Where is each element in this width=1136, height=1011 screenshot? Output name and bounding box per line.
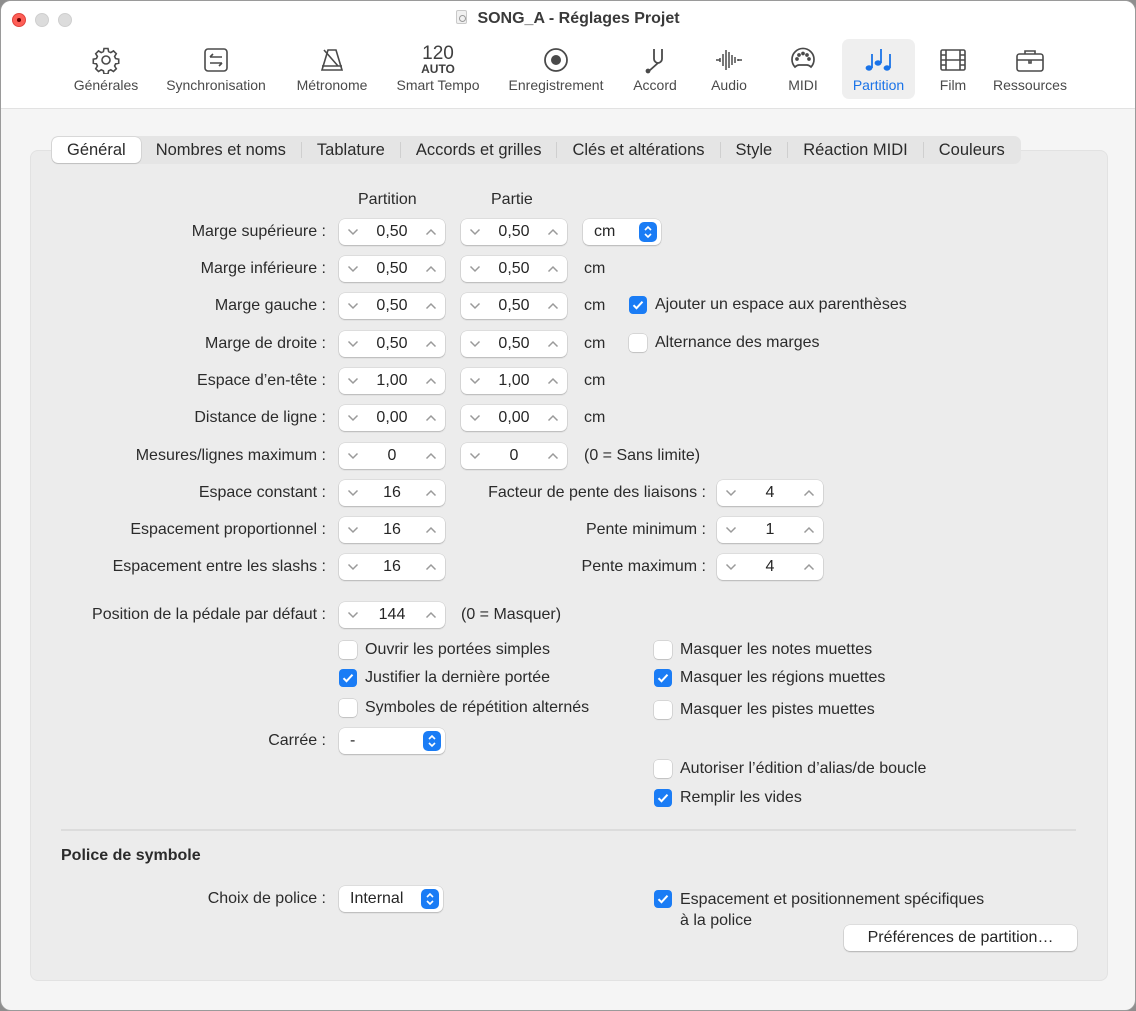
- justify-last-staff-checkbox[interactable]: [339, 669, 550, 687]
- tab-label: Accords et grilles: [415, 140, 542, 159]
- metronome-icon: [318, 45, 346, 75]
- decrement-chevron-icon[interactable]: [346, 262, 360, 276]
- toolbar-item-recording[interactable]: [499, 39, 613, 99]
- toolbar-item-tuning[interactable]: [624, 39, 686, 99]
- stepper-value[interactable]: 0,50: [376, 260, 408, 277]
- increment-chevron-icon[interactable]: [546, 337, 560, 351]
- increment-chevron-icon[interactable]: [546, 262, 560, 276]
- decrement-chevron-icon[interactable]: [724, 486, 738, 500]
- tuning-fork-icon: [641, 45, 669, 75]
- column-header-score: Partition: [358, 191, 417, 208]
- row-label-left-margin: Marge gauche :: [214, 297, 326, 314]
- column-header-part: Partie: [491, 191, 533, 208]
- tab-label: Réaction MIDI: [803, 140, 908, 159]
- right-margin-score-stepper[interactable]: [339, 331, 445, 357]
- stepper-value[interactable]: 4: [765, 484, 775, 501]
- toolbar-item-smart-tempo[interactable]: [388, 39, 488, 99]
- unit-label: cm: [584, 260, 606, 277]
- increment-chevron-icon[interactable]: [546, 225, 560, 239]
- increment-chevron-icon[interactable]: [802, 486, 816, 500]
- stepper-value[interactable]: 0,50: [498, 297, 530, 314]
- unit-label: cm: [584, 409, 606, 426]
- toolbar: [1, 1, 1135, 109]
- slur-slope-factor-stepper[interactable]: [717, 480, 823, 506]
- checkbox-label: Symboles de répétition alternés: [365, 699, 590, 716]
- max-slope-stepper[interactable]: [717, 554, 823, 580]
- stepper-value[interactable]: 0: [509, 447, 519, 464]
- fill-gaps-checkbox[interactable]: [654, 789, 802, 807]
- checkbox-label-line2: à la police: [680, 912, 753, 929]
- stepper-value[interactable]: 0,50: [498, 260, 530, 277]
- checkmark-icon[interactable]: [654, 890, 672, 908]
- font-choice-value: Internal: [350, 890, 404, 907]
- hide-muted-regions-checkbox[interactable]: [654, 669, 885, 687]
- increment-chevron-icon[interactable]: [424, 411, 438, 425]
- decrement-chevron-icon[interactable]: [724, 523, 738, 537]
- toolbar-item-film[interactable]: [926, 39, 980, 99]
- briefcase-icon: [1015, 45, 1045, 75]
- checkbox-box[interactable]: [654, 641, 672, 659]
- row-label-max-bars-per-line: Mesures/lignes maximum :: [135, 447, 326, 464]
- hide-muted-tracks-checkbox[interactable]: [654, 701, 875, 719]
- min-slope-label: Pente minimum :: [585, 521, 706, 538]
- proportional-spacing-label: Espacement proportionnel :: [130, 521, 326, 538]
- toolbar-item-sync[interactable]: [157, 39, 275, 99]
- checkbox-label: Masquer les pistes muettes: [680, 701, 875, 718]
- increment-chevron-icon[interactable]: [424, 486, 438, 500]
- row-label-line-distance: Distance de ligne :: [194, 409, 326, 426]
- toolbar-item-label: Générales: [73, 77, 139, 93]
- stepper-value[interactable]: 4: [765, 558, 775, 575]
- top-margin-score-stepper[interactable]: [339, 219, 445, 245]
- square-label: Carrée :: [268, 732, 326, 749]
- add-space-parentheses-checkbox[interactable]: [629, 296, 907, 314]
- stepper-value[interactable]: 0,50: [376, 297, 408, 314]
- pedal-position-label: Position de la pédale par défaut :: [92, 606, 326, 623]
- pedal-position-stepper[interactable]: [339, 602, 445, 628]
- stepper-value[interactable]: 0,50: [498, 223, 530, 240]
- checkbox-box[interactable]: [629, 334, 647, 352]
- header-space-score-stepper[interactable]: [339, 368, 445, 394]
- left-margin-score-stepper[interactable]: [339, 293, 445, 319]
- toolbar-item-midi[interactable]: [772, 39, 834, 99]
- increment-chevron-icon[interactable]: [546, 449, 560, 463]
- tab-colors[interactable]: [924, 137, 1020, 163]
- toolbar-item-label: Enregistrement: [508, 77, 604, 93]
- top-margin-part-stepper[interactable]: [461, 219, 567, 245]
- toolbar-item-score[interactable]: [842, 39, 915, 99]
- checkbox-box[interactable]: [339, 699, 357, 717]
- toolbar-item-resources[interactable]: [986, 39, 1074, 99]
- checkbox-label: Autoriser l’édition d’alias/de boucle: [680, 760, 927, 777]
- stepper-value[interactable]: 16: [383, 558, 401, 575]
- checkbox-label: Masquer les notes muettes: [680, 641, 873, 658]
- toolbar-item-label: Accord: [633, 77, 677, 93]
- checkmark-icon[interactable]: [654, 669, 672, 687]
- decrement-chevron-icon[interactable]: [468, 262, 482, 276]
- section-divider: [61, 829, 1076, 831]
- decrement-chevron-icon[interactable]: [346, 374, 360, 388]
- font-choice-label: Choix de police :: [207, 890, 326, 907]
- document-icon: [456, 10, 467, 24]
- stepper-value[interactable]: 0,00: [498, 409, 530, 426]
- decrement-chevron-icon[interactable]: [346, 486, 360, 500]
- font-choice-popup[interactable]: [339, 886, 443, 912]
- decrement-chevron-icon[interactable]: [468, 225, 482, 239]
- toolbar-item-label: Audio: [711, 77, 747, 93]
- tab-chords-grids[interactable]: [401, 137, 557, 163]
- increment-chevron-icon[interactable]: [424, 225, 438, 239]
- checkmark-icon[interactable]: [654, 789, 672, 807]
- tab-label: Clés et altérations: [572, 140, 705, 159]
- tab-style[interactable]: [721, 137, 788, 163]
- decrement-chevron-icon[interactable]: [346, 299, 360, 313]
- constant-spacing-stepper[interactable]: [339, 480, 445, 506]
- checkbox-label: Remplir les vides: [680, 789, 802, 806]
- updown-chevron-icon: [423, 731, 441, 751]
- toolbar-item-general[interactable]: [67, 39, 145, 99]
- decrement-chevron-icon[interactable]: [346, 225, 360, 239]
- tempo-mode: AUTO: [421, 61, 455, 76]
- decrement-chevron-icon[interactable]: [468, 411, 482, 425]
- decrement-chevron-icon[interactable]: [468, 374, 482, 388]
- increment-chevron-icon[interactable]: [424, 560, 438, 574]
- increment-chevron-icon[interactable]: [424, 262, 438, 276]
- open-single-staves-checkbox[interactable]: [339, 641, 550, 659]
- decrement-chevron-icon[interactable]: [468, 299, 482, 313]
- checkbox-label: Ajouter un espace aux parenthèses: [655, 296, 907, 313]
- tab-label: Style: [735, 140, 773, 159]
- increment-chevron-icon[interactable]: [424, 337, 438, 351]
- increment-chevron-icon[interactable]: [424, 449, 438, 463]
- decrement-chevron-icon[interactable]: [346, 523, 360, 537]
- min-slope-stepper[interactable]: [717, 517, 823, 543]
- unit-popup[interactable]: [583, 219, 661, 245]
- toolbar-item-label: Smart Tempo: [396, 77, 480, 93]
- line-distance-score-stepper[interactable]: [339, 405, 445, 431]
- sync-icon: [203, 45, 229, 75]
- tab-label: Nombres et noms: [155, 140, 286, 159]
- row-label-right-margin: Marge de droite :: [205, 335, 326, 352]
- pedal-hint: (0 = Masquer): [461, 606, 562, 623]
- allow-alias-loop-edit-checkbox[interactable]: [654, 760, 926, 778]
- symbol-font-section-title: Police de symbole: [61, 847, 201, 864]
- checkbox-box[interactable]: [339, 641, 357, 659]
- stepper-value[interactable]: 16: [383, 484, 401, 501]
- toolbar-item-audio[interactable]: [699, 39, 759, 99]
- line-distance-part-stepper[interactable]: [461, 405, 567, 431]
- tab-label: Tablature: [316, 140, 385, 159]
- tab-tablature[interactable]: [302, 137, 400, 163]
- checkmark-icon[interactable]: [339, 669, 357, 687]
- window-title-text: SONG_A - Réglages Projet: [477, 10, 680, 27]
- checkbox-label: Alternance des marges: [655, 334, 820, 351]
- slash-spacing-stepper[interactable]: [339, 554, 445, 580]
- tab-clefs-signatures[interactable]: [557, 137, 719, 163]
- max-slope-label: Pente maximum :: [581, 558, 706, 575]
- right-margin-part-stepper[interactable]: [461, 331, 567, 357]
- square-popup-value: -: [350, 732, 356, 749]
- window-title: [1, 10, 1135, 28]
- increment-chevron-icon[interactable]: [424, 374, 438, 388]
- stepper-value[interactable]: 0,50: [498, 335, 530, 352]
- stepper-value[interactable]: 0,50: [376, 223, 408, 240]
- alternate-margins-checkbox[interactable]: [629, 334, 820, 352]
- score-preferences-button[interactable]: Préférences de partition…: [844, 925, 1077, 951]
- film-icon: [939, 45, 967, 75]
- toolbar-item-label: Métronome: [296, 77, 368, 93]
- toolbar-item-metronome[interactable]: [287, 39, 377, 99]
- gear-icon: [92, 45, 120, 75]
- toolbar-item-label: Ressources: [993, 77, 1067, 93]
- checkbox-label: Ouvrir les portées simples: [365, 641, 550, 658]
- checkmark-icon[interactable]: [629, 296, 647, 314]
- increment-chevron-icon[interactable]: [424, 523, 438, 537]
- decrement-chevron-icon[interactable]: [346, 608, 360, 622]
- checkbox-label: Justifier la dernière portée: [365, 669, 550, 686]
- max-bars-score-stepper[interactable]: [339, 443, 445, 469]
- alternate-repeat-symbols-checkbox[interactable]: [339, 699, 589, 717]
- stepper-value[interactable]: 1: [765, 521, 775, 538]
- notes-icon: [864, 45, 894, 75]
- proportional-spacing-stepper[interactable]: [339, 517, 445, 543]
- checkbox-label-line1: Espacement et positionnement spécifiques: [680, 891, 985, 908]
- unit-label: cm: [584, 372, 606, 389]
- stepper-value[interactable]: 144: [378, 606, 406, 623]
- hide-muted-notes-checkbox[interactable]: [654, 641, 872, 659]
- increment-chevron-icon[interactable]: [802, 560, 816, 574]
- midi-port-icon: [789, 45, 817, 75]
- tab-numbers-names[interactable]: [141, 137, 301, 163]
- tab-bar: [51, 136, 1021, 164]
- increment-chevron-icon[interactable]: [424, 299, 438, 313]
- stepper-value[interactable]: 1,00: [376, 372, 408, 389]
- tab-label: Couleurs: [938, 140, 1005, 159]
- slash-spacing-label: Espacement entre les slashs :: [112, 558, 326, 575]
- unlimited-hint: (0 = Sans limite): [584, 447, 701, 464]
- increment-chevron-icon[interactable]: [546, 411, 560, 425]
- decrement-chevron-icon[interactable]: [346, 337, 360, 351]
- checkbox-label: Masquer les régions muettes: [680, 669, 886, 686]
- row-label-header-space: Espace d’en-tête :: [197, 372, 326, 389]
- stepper-value[interactable]: 0,50: [376, 335, 408, 352]
- slur-slope-factor-label: Facteur de pente des liaisons :: [488, 484, 706, 501]
- smart-tempo-icon: [421, 43, 455, 75]
- decrement-chevron-icon[interactable]: [468, 449, 482, 463]
- unit-popup-value: cm: [594, 223, 616, 240]
- toolbar-item-label: Partition: [852, 77, 905, 93]
- tab-general[interactable]: [52, 137, 141, 163]
- stepper-value[interactable]: 16: [383, 521, 401, 538]
- decrement-chevron-icon[interactable]: [346, 560, 360, 574]
- max-bars-part-stepper[interactable]: [461, 443, 567, 469]
- increment-chevron-icon[interactable]: [424, 608, 438, 622]
- increment-chevron-icon[interactable]: [546, 374, 560, 388]
- toolbar-item-label: Film: [939, 77, 967, 93]
- tab-label: Général: [67, 140, 126, 159]
- header-space-part-stepper[interactable]: [461, 368, 567, 394]
- record-icon: [542, 45, 570, 75]
- stepper-value[interactable]: 1,00: [498, 372, 530, 389]
- constant-spacing-label: Espace constant :: [198, 484, 326, 501]
- waveform-icon: [714, 45, 744, 75]
- row-label-top-margin: Marge supérieure :: [191, 223, 326, 240]
- decrement-chevron-icon[interactable]: [346, 411, 360, 425]
- increment-chevron-icon[interactable]: [546, 299, 560, 313]
- square-popup[interactable]: [339, 728, 445, 754]
- checkbox-box[interactable]: [654, 760, 672, 778]
- bottom-margin-part-stepper[interactable]: [461, 256, 567, 282]
- decrement-chevron-icon[interactable]: [346, 449, 360, 463]
- tab-midi-meaning[interactable]: [788, 137, 923, 163]
- toolbar-item-label: Synchronisation: [166, 77, 266, 93]
- updown-chevron-icon: [639, 222, 657, 242]
- toolbar-item-label: MIDI: [788, 77, 818, 93]
- stepper-value[interactable]: 0,00: [376, 409, 408, 426]
- bottom-margin-score-stepper[interactable]: [339, 256, 445, 282]
- increment-chevron-icon[interactable]: [802, 523, 816, 537]
- updown-chevron-icon: [421, 889, 439, 909]
- tempo-value: 120: [422, 42, 454, 64]
- row-label-bottom-margin: Marge inférieure :: [200, 260, 326, 277]
- stepper-value[interactable]: 0: [387, 447, 397, 464]
- unit-label: cm: [584, 297, 606, 314]
- unit-label: cm: [584, 335, 606, 352]
- left-margin-part-stepper[interactable]: [461, 293, 567, 319]
- decrement-chevron-icon[interactable]: [724, 560, 738, 574]
- decrement-chevron-icon[interactable]: [468, 337, 482, 351]
- checkbox-box[interactable]: [654, 701, 672, 719]
